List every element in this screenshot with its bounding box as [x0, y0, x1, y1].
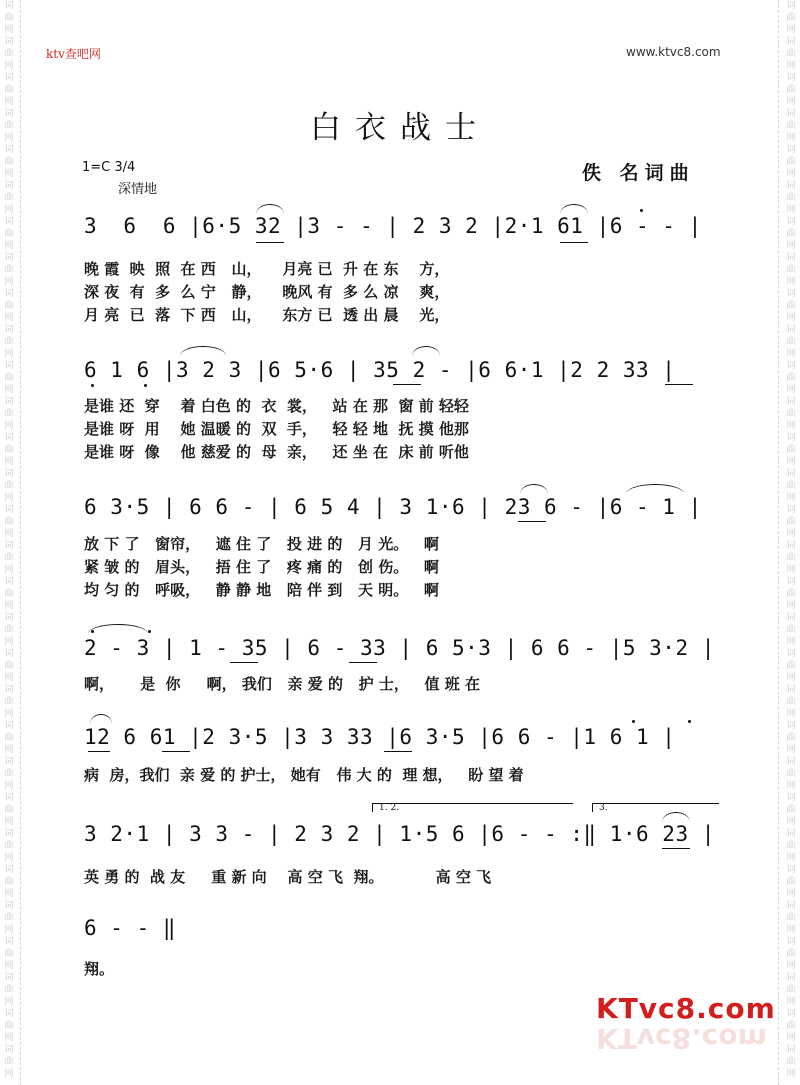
notation-line-4: 2 - 3 | 1 - 35 | 6 - 33 | 6 5·3 | 6 6 - |5 3·2 |	[84, 636, 715, 660]
beam-underline	[230, 662, 258, 663]
slur-mark	[626, 484, 684, 494]
site-url[interactable]: www.ktvc8.com	[626, 45, 721, 59]
octave-dot	[148, 630, 151, 633]
lyric-line-7: 翔。	[84, 960, 115, 978]
notation-line-5: 12 6 61 |2 3·5 |3 3 33 |6 3·5 |6 6 - |1 6 1 |	[84, 725, 676, 749]
beam-underline	[560, 242, 588, 243]
side-watermark-left: 词曲网词曲网词曲网词曲网词曲网词曲网词曲网词曲网词曲网词曲网词曲网词曲网词曲网词曲网词曲网词曲网词曲网词曲网词曲网词曲网词曲网词曲网词曲网词曲网词曲网词曲网词曲网词曲网词曲网词曲网	[4, 1, 14, 1079]
beam-underline	[349, 662, 377, 663]
tempo-marking: 深情地	[118, 182, 158, 197]
lyric-line-3-verse-3: 均 匀 的 呼吸， 静 静 地 陪 伴 到 天 明。 啊	[84, 581, 439, 599]
notation-line-1: 3 6 6 |6·5 32 |3 - - | 2 3 2 |2·1 61 |6 - - |	[84, 214, 702, 238]
octave-dot	[688, 720, 691, 723]
beam-underline	[88, 751, 110, 752]
left-dashed-border	[20, 0, 21, 1085]
lyric-line-6: 英 勇 的 战 友 重 新 向 高 空 飞 翔。 高 空 飞	[84, 868, 492, 886]
song-author: 佚 名词曲	[582, 162, 695, 184]
beam-underline	[518, 521, 546, 522]
right-dashed-border	[778, 0, 779, 1085]
octave-dot	[91, 384, 94, 387]
slur-mark	[256, 204, 284, 214]
volta-bracket-3: 3.	[592, 803, 719, 812]
slur-mark	[560, 204, 588, 214]
ktvc8-logo[interactable]: KTvc8.com	[596, 992, 776, 1025]
beam-underline	[162, 751, 190, 752]
lyric-line-2-verse-1: 是谁 还 穿 着 白色 的 衣 裳， 站 在 那 窗 前 轻轻	[84, 397, 469, 415]
slur-mark	[180, 346, 226, 356]
site-name[interactable]: ktv查吧网	[46, 47, 101, 61]
lyric-line-1-verse-1: 晚 霞 映 照 在 西 山， 月亮 已 升 在 东 方，	[84, 260, 450, 278]
slur-mark	[412, 346, 440, 356]
lyric-line-4: 啊， 是 你 啊， 我们 亲 爱 的 护 士， 值 班 在	[84, 675, 481, 693]
lyric-line-2-verse-3: 是谁 呀 像 他 慈爱 的 母 亲， 还 坐 在 床 前 听他	[84, 443, 469, 461]
beam-underline	[662, 848, 690, 849]
notation-line-2: 6 1 6 |3 2 3 |6 5·6 | 35 2 - |6 6·1 |2 2 33 |	[84, 358, 676, 382]
notation-line-6: 3 2·1 | 3 3 - | 2 3 2 | 1·5 6 |6 - - :‖ 1·6 23 |	[84, 822, 715, 846]
notation-line-7: 6 - - ‖	[84, 916, 177, 940]
song-title: 白衣战士	[310, 110, 490, 146]
lyric-line-1-verse-3: 月 亮 已 落 下 西 山， 东方 已 透 出 晨 光，	[84, 306, 450, 324]
ktvc8-logo-reflection: KTvc8.com	[596, 1022, 767, 1055]
lyric-line-3-verse-1: 放 下 了 窗帘， 遮 住 了 投 进 的 月 光。 啊	[84, 535, 439, 553]
octave-dot	[632, 720, 635, 723]
slur-mark	[662, 812, 690, 822]
lyric-line-5: 病 房，我们 亲 爱 的 护士， 她有 伟 大 的 理 想， 盼 望 着	[84, 766, 524, 784]
side-watermark-right: 词曲网词曲网词曲网词曲网词曲网词曲网词曲网词曲网词曲网词曲网词曲网词曲网词曲网词曲网词曲网词曲网词曲网词曲网词曲网词曲网词曲网词曲网词曲网词曲网词曲网词曲网词曲网词曲网词曲网词曲网	[786, 1, 796, 1079]
beam-underline	[384, 751, 412, 752]
lyric-line-3-verse-2: 紧 皱 的 眉头， 捂 住 了 疼 痛 的 创 伤。 啊	[84, 558, 439, 576]
notation-line-3: 6 3·5 | 6 6 - | 6 5 4 | 3 1·6 | 23 6 - |6 - 1 |	[84, 495, 702, 519]
beam-underline	[393, 384, 421, 385]
octave-dot	[640, 209, 643, 212]
slur-mark	[520, 484, 548, 494]
slur-mark	[90, 714, 112, 724]
octave-dot	[144, 384, 147, 387]
lyric-line-2-verse-2: 是谁 呀 用 她 温暖 的 双 手， 轻 轻 地 抚 摸 他那	[84, 420, 469, 438]
lyric-line-1-verse-2: 深 夜 有 多 么 宁 静， 晚风 有 多 么 凉 爽，	[84, 283, 450, 301]
beam-underline	[256, 242, 284, 243]
slur-mark	[88, 624, 148, 634]
beam-underline	[665, 384, 693, 385]
volta-bracket-1: 1. 2.	[372, 803, 573, 812]
octave-dot	[91, 630, 94, 633]
key-signature: 1=C 3/4	[82, 160, 136, 175]
